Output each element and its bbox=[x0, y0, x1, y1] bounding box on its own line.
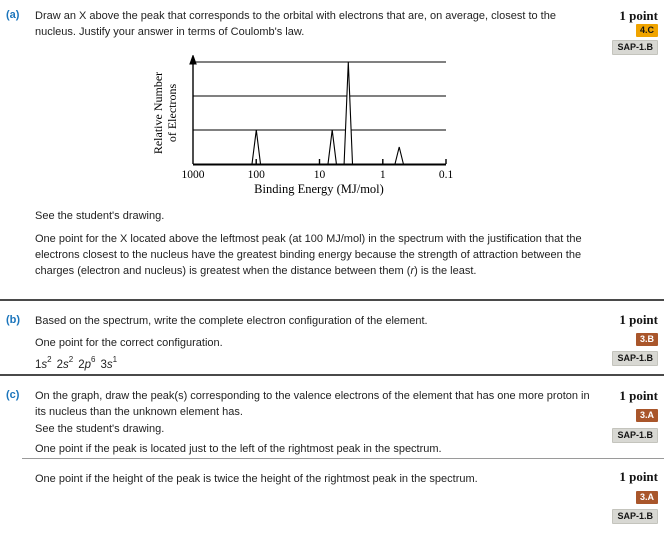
part-c-skill-badge: 3.A bbox=[636, 409, 658, 422]
spectrum-peak bbox=[328, 130, 336, 164]
scoring-text-end: ) is the least. bbox=[414, 265, 477, 277]
part-c-prompt: On the graph, draw the peak(s) corresponding to the valence electrons of the element that has one more proton in its nucleus than the unknown element has. bbox=[35, 390, 590, 418]
part-c2-points: 1 point bbox=[619, 469, 658, 484]
orbital-3s: $3s^1$ bbox=[100, 355, 118, 371]
section-divider bbox=[0, 374, 664, 376]
part-b-points: 1 point bbox=[619, 312, 658, 327]
part-b-prompt: Based on the spectrum, write the complete electron configuration of the element. bbox=[35, 315, 428, 327]
y-axis-label bbox=[151, 72, 179, 154]
axes bbox=[189, 55, 446, 165]
part-a-see-note: See the student's drawing. bbox=[35, 210, 165, 222]
part-a-scoring-note bbox=[35, 231, 588, 279]
part-c2-standard-badge: SAP-1.B bbox=[612, 509, 658, 524]
section-divider bbox=[0, 299, 664, 301]
sub-divider bbox=[22, 458, 664, 459]
part-a-standard-badge: SAP-1.B bbox=[612, 40, 658, 55]
part-c2-scoring-note: One point if the height of the peak is twice the height of the rightmost peak in the spectrum. bbox=[35, 473, 478, 485]
part-a-prompt: Draw an X above the peak that corresponds to the orbital with electrons that are, on average, closest to the nucleus. Justify your answer in terms of Coulomb's law. bbox=[35, 10, 556, 38]
spectrum-peak bbox=[344, 62, 352, 164]
part-c-see-note: See the student's drawing. bbox=[35, 423, 165, 435]
part-c-standard-badge: SAP-1.B bbox=[612, 428, 658, 443]
svg-text:0.1: 0.1 bbox=[438, 169, 454, 181]
y-axis-arrow-icon bbox=[189, 55, 197, 65]
part-c2-skill-badge: 3.A bbox=[636, 491, 658, 504]
part-b-label: (b) bbox=[6, 314, 21, 326]
part-c-points: 1 point bbox=[619, 388, 658, 403]
spectrum-peak bbox=[395, 147, 403, 164]
part-b-scoring-note: One point for the correct configuration. bbox=[35, 337, 223, 349]
spectrum-peak bbox=[252, 130, 261, 164]
electron-configuration bbox=[35, 353, 122, 373]
italic-r: r bbox=[410, 265, 415, 277]
orbital-1s: $1s^2$ bbox=[35, 355, 52, 371]
part-a-label: (a) bbox=[6, 9, 20, 21]
svg-text:1000: 1000 bbox=[181, 169, 205, 181]
pes-chart bbox=[148, 55, 458, 202]
part-c-scoring-note: One point if the peak is located just to the left of the rightmost peak in the spectrum. bbox=[35, 443, 442, 455]
part-b-standard-badge: SAP-1.B bbox=[612, 351, 658, 366]
svg-text:100: 100 bbox=[247, 169, 265, 181]
part-b-skill-badge: 3.B bbox=[636, 333, 658, 346]
x-tick-labels bbox=[182, 169, 454, 181]
pes-peaks bbox=[252, 62, 403, 164]
x-axis-title: Binding Energy (MJ/mol) bbox=[254, 182, 384, 196]
orbital-2p: $2p^6$ bbox=[78, 355, 96, 371]
gridlines bbox=[193, 62, 446, 130]
svg-text:10: 10 bbox=[313, 169, 326, 181]
svg-text:of Electrons: of Electrons bbox=[165, 83, 179, 143]
scoring-text: One point for the X located above the leftmost peak (at 100 MJ/mol) in the spectrum with the justification that the electrons closest to the nucleus have the greatest binding energy because the strength of attraction between the charges (electron and nucleus) is greatest when the distance between them ( bbox=[35, 233, 582, 277]
part-a-points: 1 point bbox=[619, 8, 658, 23]
svg-text:Relative Number: Relative Number bbox=[151, 71, 165, 155]
part-a-skill-badge: 4.C bbox=[636, 24, 658, 37]
part-c-label: (c) bbox=[6, 389, 20, 401]
svg-text:1: 1 bbox=[379, 169, 386, 181]
orbital-2s: $2s^2$ bbox=[56, 355, 74, 371]
